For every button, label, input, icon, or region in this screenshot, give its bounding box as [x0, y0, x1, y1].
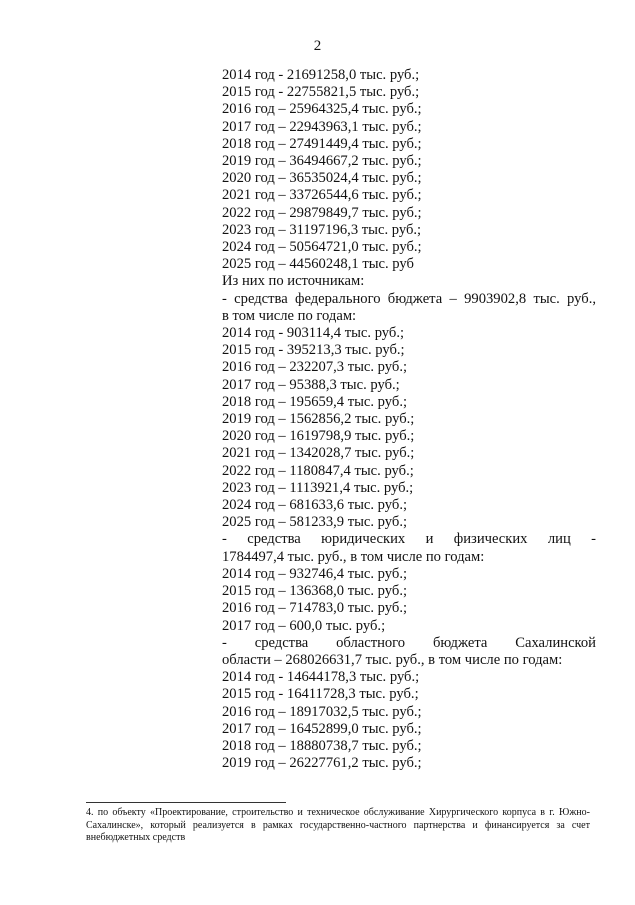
regional-year-line: 2015 год - 16411728,3 тыс. руб.;	[222, 686, 419, 703]
totals-year-line: 2021 год – 33726544,6 тыс. руб.;	[222, 187, 422, 204]
regional-year-line: 2014 год - 14644178,3 тыс. руб.;	[222, 669, 420, 686]
federal-year-line: 2014 год - 903114,4 тыс. руб.;	[222, 325, 405, 342]
totals-year-line: 2022 год – 29879849,7 тыс. руб.;	[222, 204, 422, 221]
legal-entities-year-line: 2017 год – 600,0 тыс. руб.;	[222, 617, 386, 634]
federal-year-line: 2022 год – 1180847,4 тыс. руб.;	[222, 462, 414, 479]
legal-entities-year-line: 2015 год – 136368,0 тыс. руб.;	[222, 583, 408, 600]
federal-budget-subheading: в том числе по годам:	[222, 307, 357, 324]
footnote-text: 4. по объекту «Проектирование, строительство и техническое обслуживание Хирургического корпуса в г. Южно-Сахалинске», который реализуется в рамках государственно-частного партнерства и финансируется за счет внебюджетных средств	[86, 807, 590, 843]
federal-year-line: 2018 год – 195659,4 тыс. руб.;	[222, 393, 408, 410]
totals-year-line: 2020 год – 36535024,4 тыс. руб.;	[222, 170, 422, 187]
federal-year-line: 2020 год – 1619798,9 тыс. руб.;	[222, 428, 415, 445]
totals-year-line: 2019 год – 36494667,2 тыс. руб.;	[222, 153, 422, 170]
totals-year-line: 2014 год - 21691258,0 тыс. руб.;	[222, 67, 420, 83]
federal-year-line: 2016 год – 232207,3 тыс. руб.;	[222, 359, 408, 376]
regional-budget-subheading: области – 268026631,7 тыс. руб., в том числе по годам:	[222, 651, 563, 668]
federal-year-line: 2015 год - 395213,3 тыс. руб.;	[222, 342, 405, 359]
federal-year-line: 2025 год – 581233,9 тыс. руб.;	[222, 514, 408, 531]
totals-year-line: 2015 год - 22755821,5 тыс. руб.;	[222, 84, 420, 101]
totals-year-line: 2017 год – 22943963,1 тыс. руб.;	[222, 118, 422, 135]
federal-year-line: 2017 год – 95388,3 тыс. руб.;	[222, 376, 400, 393]
totals-year-line: 2016 год – 25964325,4 тыс. руб.;	[222, 101, 422, 118]
totals-year-line: 2023 год – 31197196,3 тыс. руб.;	[222, 221, 422, 238]
totals-year-line: 2018 год – 27491449,4 тыс. руб.;	[222, 135, 422, 152]
federal-year-line: 2023 год – 1113921,4 тыс. руб.;	[222, 479, 414, 496]
federal-year-line: 2019 год – 1562856,2 тыс. руб.;	[222, 411, 415, 428]
legal-entities-year-line: 2016 год – 714783,0 тыс. руб.;	[222, 600, 408, 617]
footnote-divider	[86, 802, 286, 803]
legal-entities-heading: - средства юридических и физических лиц -	[222, 531, 596, 548]
document-body	[222, 67, 596, 772]
regional-year-line: 2016 год – 18917032,5 тыс. руб.;	[222, 703, 422, 720]
page-number: 2	[313, 38, 322, 54]
totals-year-line: 2024 год – 50564721,0 тыс. руб.;	[222, 239, 422, 256]
regional-year-line: 2018 год – 18880738,7 тыс. руб.;	[222, 737, 422, 754]
regional-year-line: 2017 год – 16452899,0 тыс. руб.;	[222, 720, 422, 737]
federal-budget-heading: - средства федерального бюджета – 9903902,8 тыс. руб.,	[222, 290, 596, 307]
legal-entities-year-line: 2014 год – 932746,4 тыс. руб.;	[222, 565, 408, 582]
regional-year-line: 2019 год – 26227761,2 тыс. руб.;	[222, 755, 422, 772]
federal-year-line: 2021 год – 1342028,7 тыс. руб.;	[222, 445, 415, 462]
legal-entities-subheading: 1784497,4 тыс. руб., в том числе по годам:	[222, 548, 485, 565]
federal-year-line: 2024 год – 681633,6 тыс. руб.;	[222, 497, 408, 514]
sources-intro: Из них по источникам:	[222, 273, 365, 290]
regional-budget-heading: - средства областного бюджета Сахалинской	[222, 634, 596, 651]
totals-year-line: 2025 год – 44560248,1 тыс. руб	[222, 256, 414, 273]
